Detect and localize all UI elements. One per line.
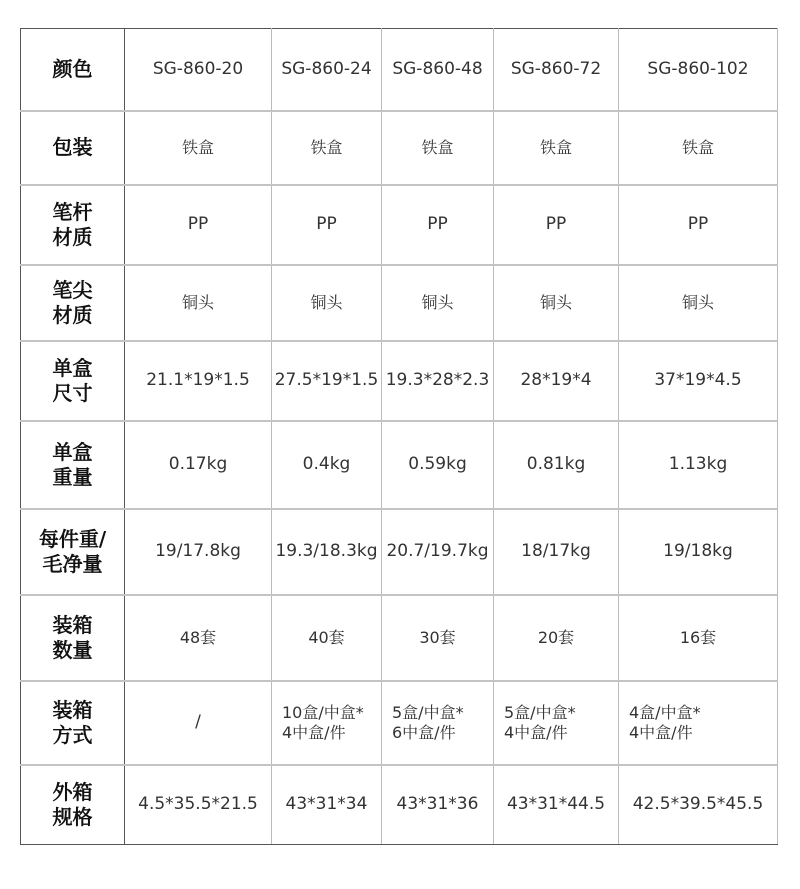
row-header-line: 装箱 (52, 697, 93, 722)
table-cell: 0.4kg (272, 421, 382, 509)
row-header-line: 单盒 (52, 355, 93, 380)
row-header (21, 185, 125, 265)
row-header-line: 装箱 (52, 612, 93, 637)
table-cell: 43*31*44.5 (494, 765, 619, 845)
row-header-line: 包装 (52, 135, 93, 159)
spec-table (20, 28, 778, 845)
table-row (21, 29, 778, 111)
table-cell: 4.5*35.5*21.5 (125, 765, 272, 845)
table-cell: SG-860-20 (125, 29, 272, 111)
row-header-line: 每件重/ (38, 526, 107, 551)
row-header (21, 681, 125, 765)
table-cell: PP (494, 185, 619, 265)
table-cell: 16套 (619, 595, 778, 681)
table-row (21, 265, 778, 341)
table-cell: 48套 (125, 595, 272, 681)
table-cell: 20套 (494, 595, 619, 681)
table-cell: 1.13kg (619, 421, 778, 509)
table-cell: PP (125, 185, 272, 265)
table-cell: SG-860-102 (619, 29, 778, 111)
table-cell: 5盒/中盒* 6中盒/件 (382, 681, 494, 765)
table-cell: 19.3*28*2.3 (382, 341, 494, 421)
row-header-line: 材质 (52, 224, 93, 249)
row-header-line: 方式 (52, 722, 93, 747)
table-cell: 37*19*4.5 (619, 341, 778, 421)
table-row (21, 421, 778, 509)
table-row (21, 765, 778, 845)
table-cell: 19/18kg (619, 509, 778, 595)
table-cell: 0.59kg (382, 421, 494, 509)
table-row (21, 681, 778, 765)
table-cell: 10盒/中盒* 4中盒/件 (272, 681, 382, 765)
table-cell: 铜头 (494, 265, 619, 341)
table-cell: 21.1*19*1.5 (125, 341, 272, 421)
table-cell: 28*19*4 (494, 341, 619, 421)
table-row (21, 185, 778, 265)
table-cell: PP (272, 185, 382, 265)
table-cell: 铜头 (382, 265, 494, 341)
row-header (21, 509, 125, 595)
row-header (21, 265, 125, 341)
table-cell: 0.81kg (494, 421, 619, 509)
table-row (21, 341, 778, 421)
row-header-line: 毛净量 (42, 551, 103, 576)
table-cell: SG-860-24 (272, 29, 382, 111)
table-cell: 40套 (272, 595, 382, 681)
table-cell: 30套 (382, 595, 494, 681)
table-cell: 43*31*34 (272, 765, 382, 845)
table-cell: 19.3/18.3kg (272, 509, 382, 595)
table-cell: 27.5*19*1.5 (272, 341, 382, 421)
row-header (21, 341, 125, 421)
row-header-line: 笔杆 (52, 199, 93, 224)
table-cell: 4盒/中盒* 4中盒/件 (619, 681, 778, 765)
row-header-line: 颜色 (52, 56, 93, 81)
table-cell: 铁盒 (125, 111, 272, 185)
table-cell: 铁盒 (494, 111, 619, 185)
row-header-line: 材质 (52, 302, 93, 327)
table-cell: 42.5*39.5*45.5 (619, 765, 778, 845)
row-header-line: 规格 (52, 804, 93, 829)
table-cell: / (125, 681, 272, 765)
row-header-line: 笔尖 (52, 277, 93, 302)
table-cell: 铁盒 (382, 111, 494, 185)
table-row (21, 509, 778, 595)
table-cell: 铜头 (272, 265, 382, 341)
row-header-line: 单盒 (52, 439, 93, 464)
table-cell: SG-860-48 (382, 29, 494, 111)
table-cell: 铜头 (619, 265, 778, 341)
row-header (21, 595, 125, 681)
row-header (21, 765, 125, 845)
table-cell: 19/17.8kg (125, 509, 272, 595)
table-cell: 5盒/中盒* 4中盒/件 (494, 681, 619, 765)
spec-table-body (21, 29, 778, 845)
table-cell: PP (382, 185, 494, 265)
row-header (21, 111, 125, 185)
table-cell: 43*31*36 (382, 765, 494, 845)
table-cell: 20.7/19.7kg (382, 509, 494, 595)
row-header-line: 尺寸 (52, 380, 93, 405)
table-row (21, 111, 778, 185)
table-cell: PP (619, 185, 778, 265)
table-cell: SG-860-72 (494, 29, 619, 111)
row-header (21, 29, 125, 111)
table-cell: 0.17kg (125, 421, 272, 509)
table-cell: 铜头 (125, 265, 272, 341)
row-header-line: 外箱 (52, 779, 93, 804)
table-row (21, 595, 778, 681)
table-cell: 铁盒 (272, 111, 382, 185)
row-header-line: 数量 (52, 637, 93, 662)
table-cell: 铁盒 (619, 111, 778, 185)
row-header (21, 421, 125, 509)
table-cell: 18/17kg (494, 509, 619, 595)
row-header-line: 重量 (52, 464, 93, 489)
